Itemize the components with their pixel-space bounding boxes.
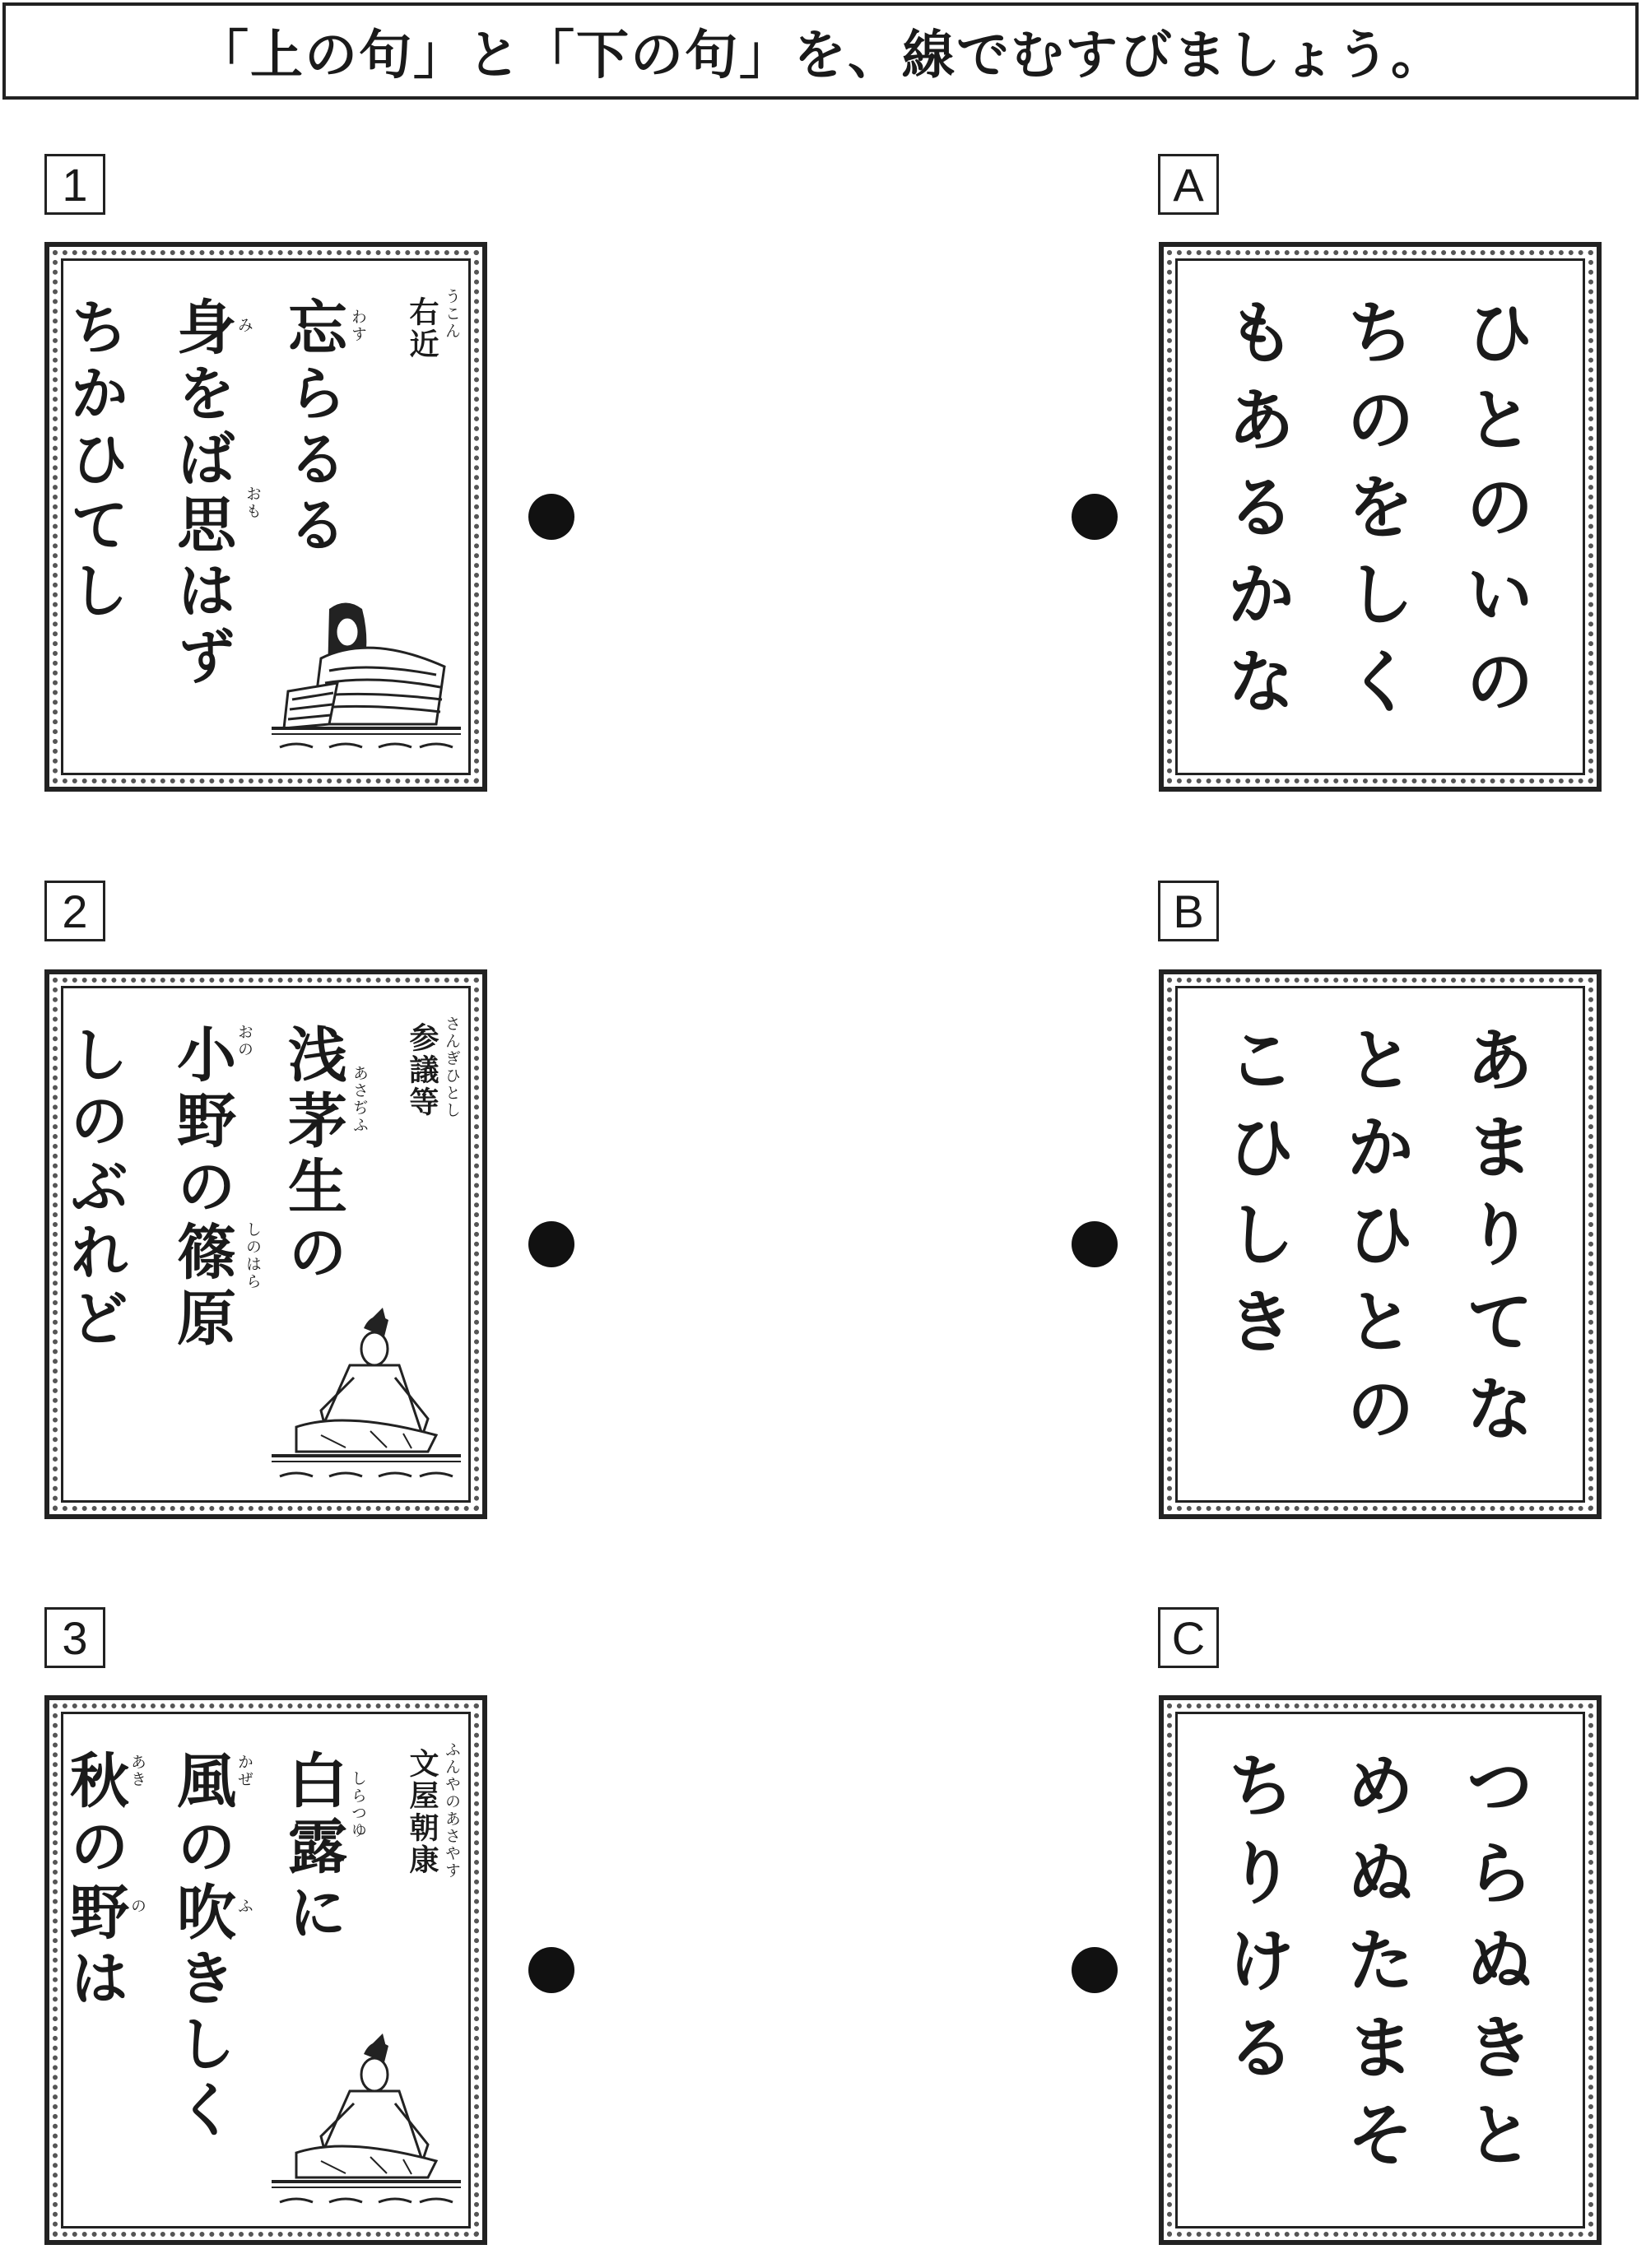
court-lady-icon [272,593,461,757]
kana-line-3: ちりける [1216,1750,1297,2098]
ruby-text: あさぢふ [351,1065,369,1134]
ruby-text: しらつゆ [349,1770,367,1839]
poem-line-3: ちかひてし [60,296,130,625]
card-label-3: 3 [44,1607,105,1668]
shimo-card-b [1159,969,1602,1519]
kana-line-2: ちのをしく [1335,296,1416,732]
poem-line-2: 風の吹きしく [167,1750,237,2145]
kami-card-3 [44,1695,487,2245]
poem-line-3: しのぶれど [60,1024,130,1353]
courtier-icon [272,1304,461,1485]
card-label-c: C [1158,1607,1219,1668]
connect-dot-3[interactable] [528,1947,574,1993]
poem-line-1: 忘らるる [278,296,348,560]
courtier-icon [272,2029,461,2210]
card-label-a: A [1158,154,1219,215]
connect-dot-1[interactable] [528,494,574,540]
ruby-text: かぜ [235,1754,253,1788]
poem-line-2: 小野の篠原 [167,1024,237,1353]
author-name: 参議等 [405,1022,439,1118]
poem-line-1: 白露に [278,1750,348,1947]
connect-dot-2[interactable] [528,1221,574,1267]
kana-line-3: もあるかな [1216,296,1297,732]
shimo-card-c [1159,1695,1602,2245]
poem-line-1: 浅茅生の [278,1024,348,1287]
kana-line-3: こひしき [1216,1024,1297,1373]
author-name: 右近 [405,296,439,360]
poem-line-2: 身をば思はず [167,296,237,691]
kana-line-2: とかひとの [1335,1024,1416,1460]
ruby-text: おの [235,1024,253,1058]
ruby-text: わす [349,309,367,343]
poem-line-3: 秋の野は [60,1750,130,2013]
instruction-banner [2,2,1639,100]
kana-line-1: あまりてな [1454,1024,1536,1460]
shimo-card-a [1159,242,1602,792]
ruby-text: しのはら [244,1221,262,1290]
kami-card-2 [44,969,487,1519]
kana-line-1: ひとのいの [1454,296,1536,732]
kana-line-1: つらぬきと [1454,1750,1536,2186]
connect-dot-a[interactable] [1072,494,1118,540]
author-reading: ふんやのあさやす [443,1741,461,1880]
connect-dot-b[interactable] [1072,1221,1118,1267]
author-reading: うこん [443,288,461,340]
connect-dot-c[interactable] [1072,1947,1118,1993]
ruby-text: あき [128,1754,146,1788]
ruby-text: ふ [235,1898,253,1915]
card-label-2: 2 [44,881,105,941]
card-label-1: 1 [44,154,105,215]
kami-card-1 [44,242,487,792]
author-reading: さんぎひとし [443,1015,461,1119]
ruby-text: おも [244,486,262,520]
ruby-text: み [235,317,253,334]
author-name: 文屋朝康 [405,1748,439,1876]
ruby-text: の [128,1898,146,1915]
kana-line-2: めぬたまそ [1335,1750,1416,2186]
card-label-b: B [1158,881,1219,941]
instruction-text: 「上の句」と「下の句」を、線でむすびましょう。 [196,26,1445,86]
